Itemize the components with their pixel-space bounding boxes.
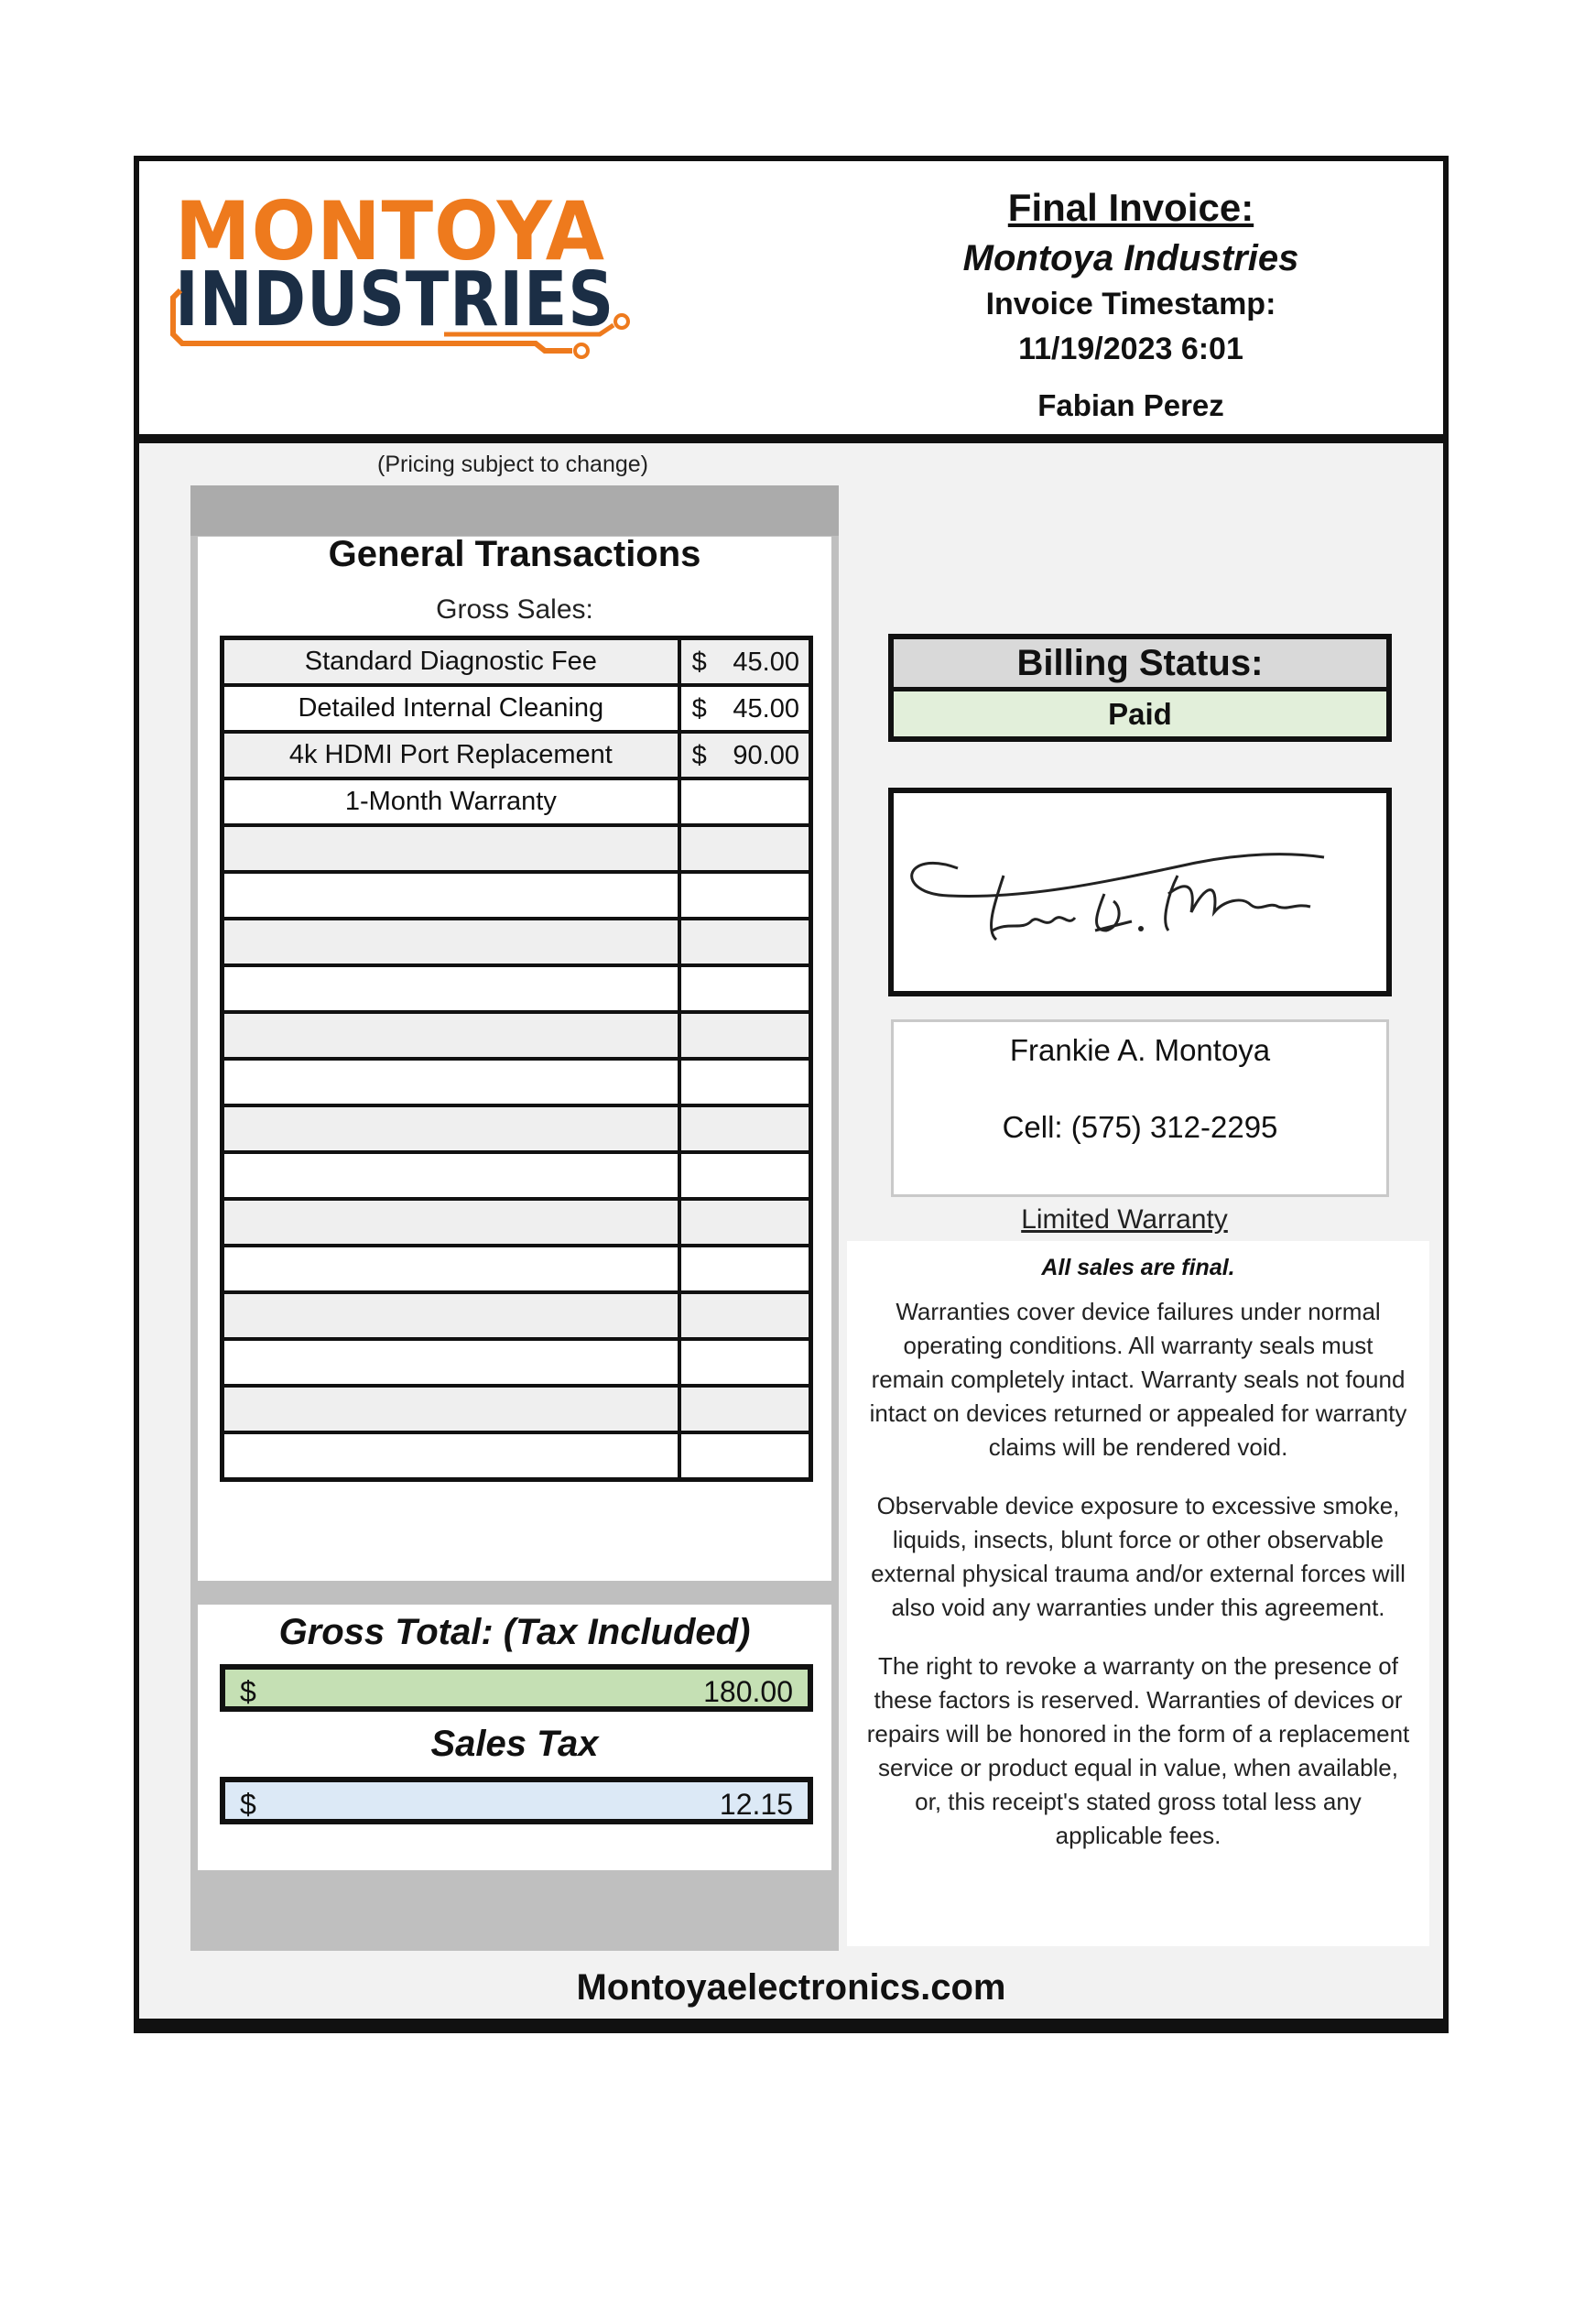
line-item-amount-cell: [679, 1339, 811, 1386]
line-item-amount-cell: [679, 919, 811, 965]
table-row: [223, 1432, 811, 1480]
line-item-description: [223, 1386, 679, 1432]
company-logo: [169, 184, 632, 362]
line-item-currency: $: [691, 694, 707, 724]
logo-graphic: [169, 184, 632, 362]
line-item-description: [223, 1292, 679, 1339]
gross-total-title: Gross Total: (Tax Included): [278, 1612, 751, 1652]
line-item-amount: 45.00: [733, 648, 799, 677]
timestamp-value: 11/19/2023 6:01: [1018, 332, 1243, 366]
line-item-description: [223, 1199, 679, 1246]
line-item-description: [223, 825, 679, 872]
line-item-amount-cell: [679, 638, 811, 686]
line-item-amount-cell: [679, 1386, 811, 1432]
table-row: [223, 1199, 811, 1246]
line-item-description: [223, 1012, 679, 1059]
warranty-paragraph: Warranties cover device failures under normal operating conditions. All warranty seals must remain completely intact. Warranty seals not found intact on devices returned or appealed for warranty claims will be rendered void.: [869, 1298, 1407, 1461]
line-item-amount-cell: [679, 825, 811, 872]
contact-phone: Cell: (575) 312-2295: [1002, 1110, 1278, 1144]
sales-tax-title: Sales Tax: [430, 1724, 599, 1764]
line-items-table: [220, 636, 813, 1482]
logo-line2: INDUSTRIES: [175, 256, 614, 343]
line-item-description: 1-Month Warranty: [223, 778, 679, 825]
line-item-description: [223, 1432, 679, 1480]
line-item-amount-cell: [679, 778, 811, 825]
line-item-amount-cell: [679, 872, 811, 919]
line-item-amount-cell: [679, 685, 811, 732]
header-divider: [134, 434, 1449, 443]
pricing-note: (Pricing subject to change): [377, 452, 648, 477]
table-row: [223, 1152, 811, 1199]
line-item-amount-cell: [679, 1105, 811, 1152]
line-item-currency: $: [691, 648, 707, 677]
warranty-paragraph: Observable device exposure to excessive smoke, liquids, insects, blunt force or other observable external physical trauma and/or external forces will also void any warranties under this agreement.: [871, 1492, 1406, 1621]
table-row: [223, 732, 811, 778]
table-row: [223, 1105, 811, 1152]
table-row: [223, 1339, 811, 1386]
line-item-amount-cell: [679, 1292, 811, 1339]
line-item-description: [223, 965, 679, 1012]
line-item-amount-cell: [679, 1432, 811, 1480]
logo-line1: MONTOYA: [175, 184, 605, 278]
transactions-title: General Transactions: [328, 534, 701, 574]
line-item-amount-cell: [679, 1246, 811, 1292]
footer-divider: [134, 2019, 1449, 2033]
table-row: [223, 1386, 811, 1432]
company-website[interactable]: Montoyaelectronics.com: [576, 1967, 1006, 2008]
line-item-amount-cell: [679, 732, 811, 778]
table-row: [223, 1246, 811, 1292]
line-item-amount-cell: [679, 1199, 811, 1246]
line-item-amount-cell: [679, 965, 811, 1012]
sales-tax-currency: $: [240, 1788, 256, 1821]
circuit-node-icon: [575, 344, 588, 357]
sales-tax-value: 12.15: [719, 1788, 793, 1821]
table-row: [223, 1012, 811, 1059]
transactions-panel-bar: [190, 485, 839, 536]
table-row: [223, 638, 811, 686]
timestamp-label: Invoice Timestamp:: [985, 287, 1276, 321]
signature-image: [894, 793, 1386, 991]
line-item-currency: $: [691, 741, 707, 770]
signature-box: [888, 788, 1392, 996]
table-row: [223, 965, 811, 1012]
customer-name: Fabian Perez: [1037, 388, 1224, 422]
table-row: [223, 778, 811, 825]
gross-total-currency: $: [240, 1675, 256, 1708]
warranty-paragraph: The right to revoke a warranty on the presence of these factors is reserved. Warranties of devices or repairs will be honored in the form of a replacement service or product equal in value, when available, or, this receipt's stated gross total less any applicable fees.: [866, 1652, 1410, 1849]
invoice-title: Final Invoice:: [1007, 186, 1254, 229]
line-item-amount: 90.00: [733, 741, 799, 770]
line-item-description: Detailed Internal Cleaning: [223, 685, 679, 732]
line-item-description: 4k HDMI Port Replacement: [223, 732, 679, 778]
line-item-amount-cell: [679, 1012, 811, 1059]
company-name: Montoya Industries: [962, 238, 1299, 278]
sales-final-note: All sales are final.: [1041, 1255, 1235, 1280]
table-row: [223, 872, 811, 919]
table-row: [223, 1059, 811, 1105]
billing-status-box: [888, 634, 1392, 742]
line-item-description: [223, 872, 679, 919]
gross-total-box: [220, 1664, 813, 1712]
contact-name: Frankie A. Montoya: [1009, 1033, 1271, 1067]
limited-warranty-title: Limited Warranty: [1021, 1204, 1228, 1235]
line-item-amount: 45.00: [733, 694, 799, 724]
billing-status-title: Billing Status:: [894, 639, 1386, 691]
table-row: [223, 825, 811, 872]
circuit-node-icon: [615, 315, 628, 328]
line-item-description: [223, 1105, 679, 1152]
line-item-description: [223, 919, 679, 965]
billing-status-value: Paid: [894, 691, 1386, 736]
gross-total-value: 180.00: [703, 1675, 793, 1708]
line-item-description: [223, 1059, 679, 1105]
line-item-description: Standard Diagnostic Fee: [223, 638, 679, 686]
line-item-amount-cell: [679, 1152, 811, 1199]
sales-tax-box: [220, 1777, 813, 1824]
line-item-description: [223, 1339, 679, 1386]
table-row: [223, 685, 811, 732]
line-item-description: [223, 1152, 679, 1199]
line-item-amount-cell: [679, 1059, 811, 1105]
table-row: [223, 919, 811, 965]
table-row: [223, 1292, 811, 1339]
line-item-description: [223, 1246, 679, 1292]
gross-sales-label: Gross Sales:: [436, 594, 593, 625]
